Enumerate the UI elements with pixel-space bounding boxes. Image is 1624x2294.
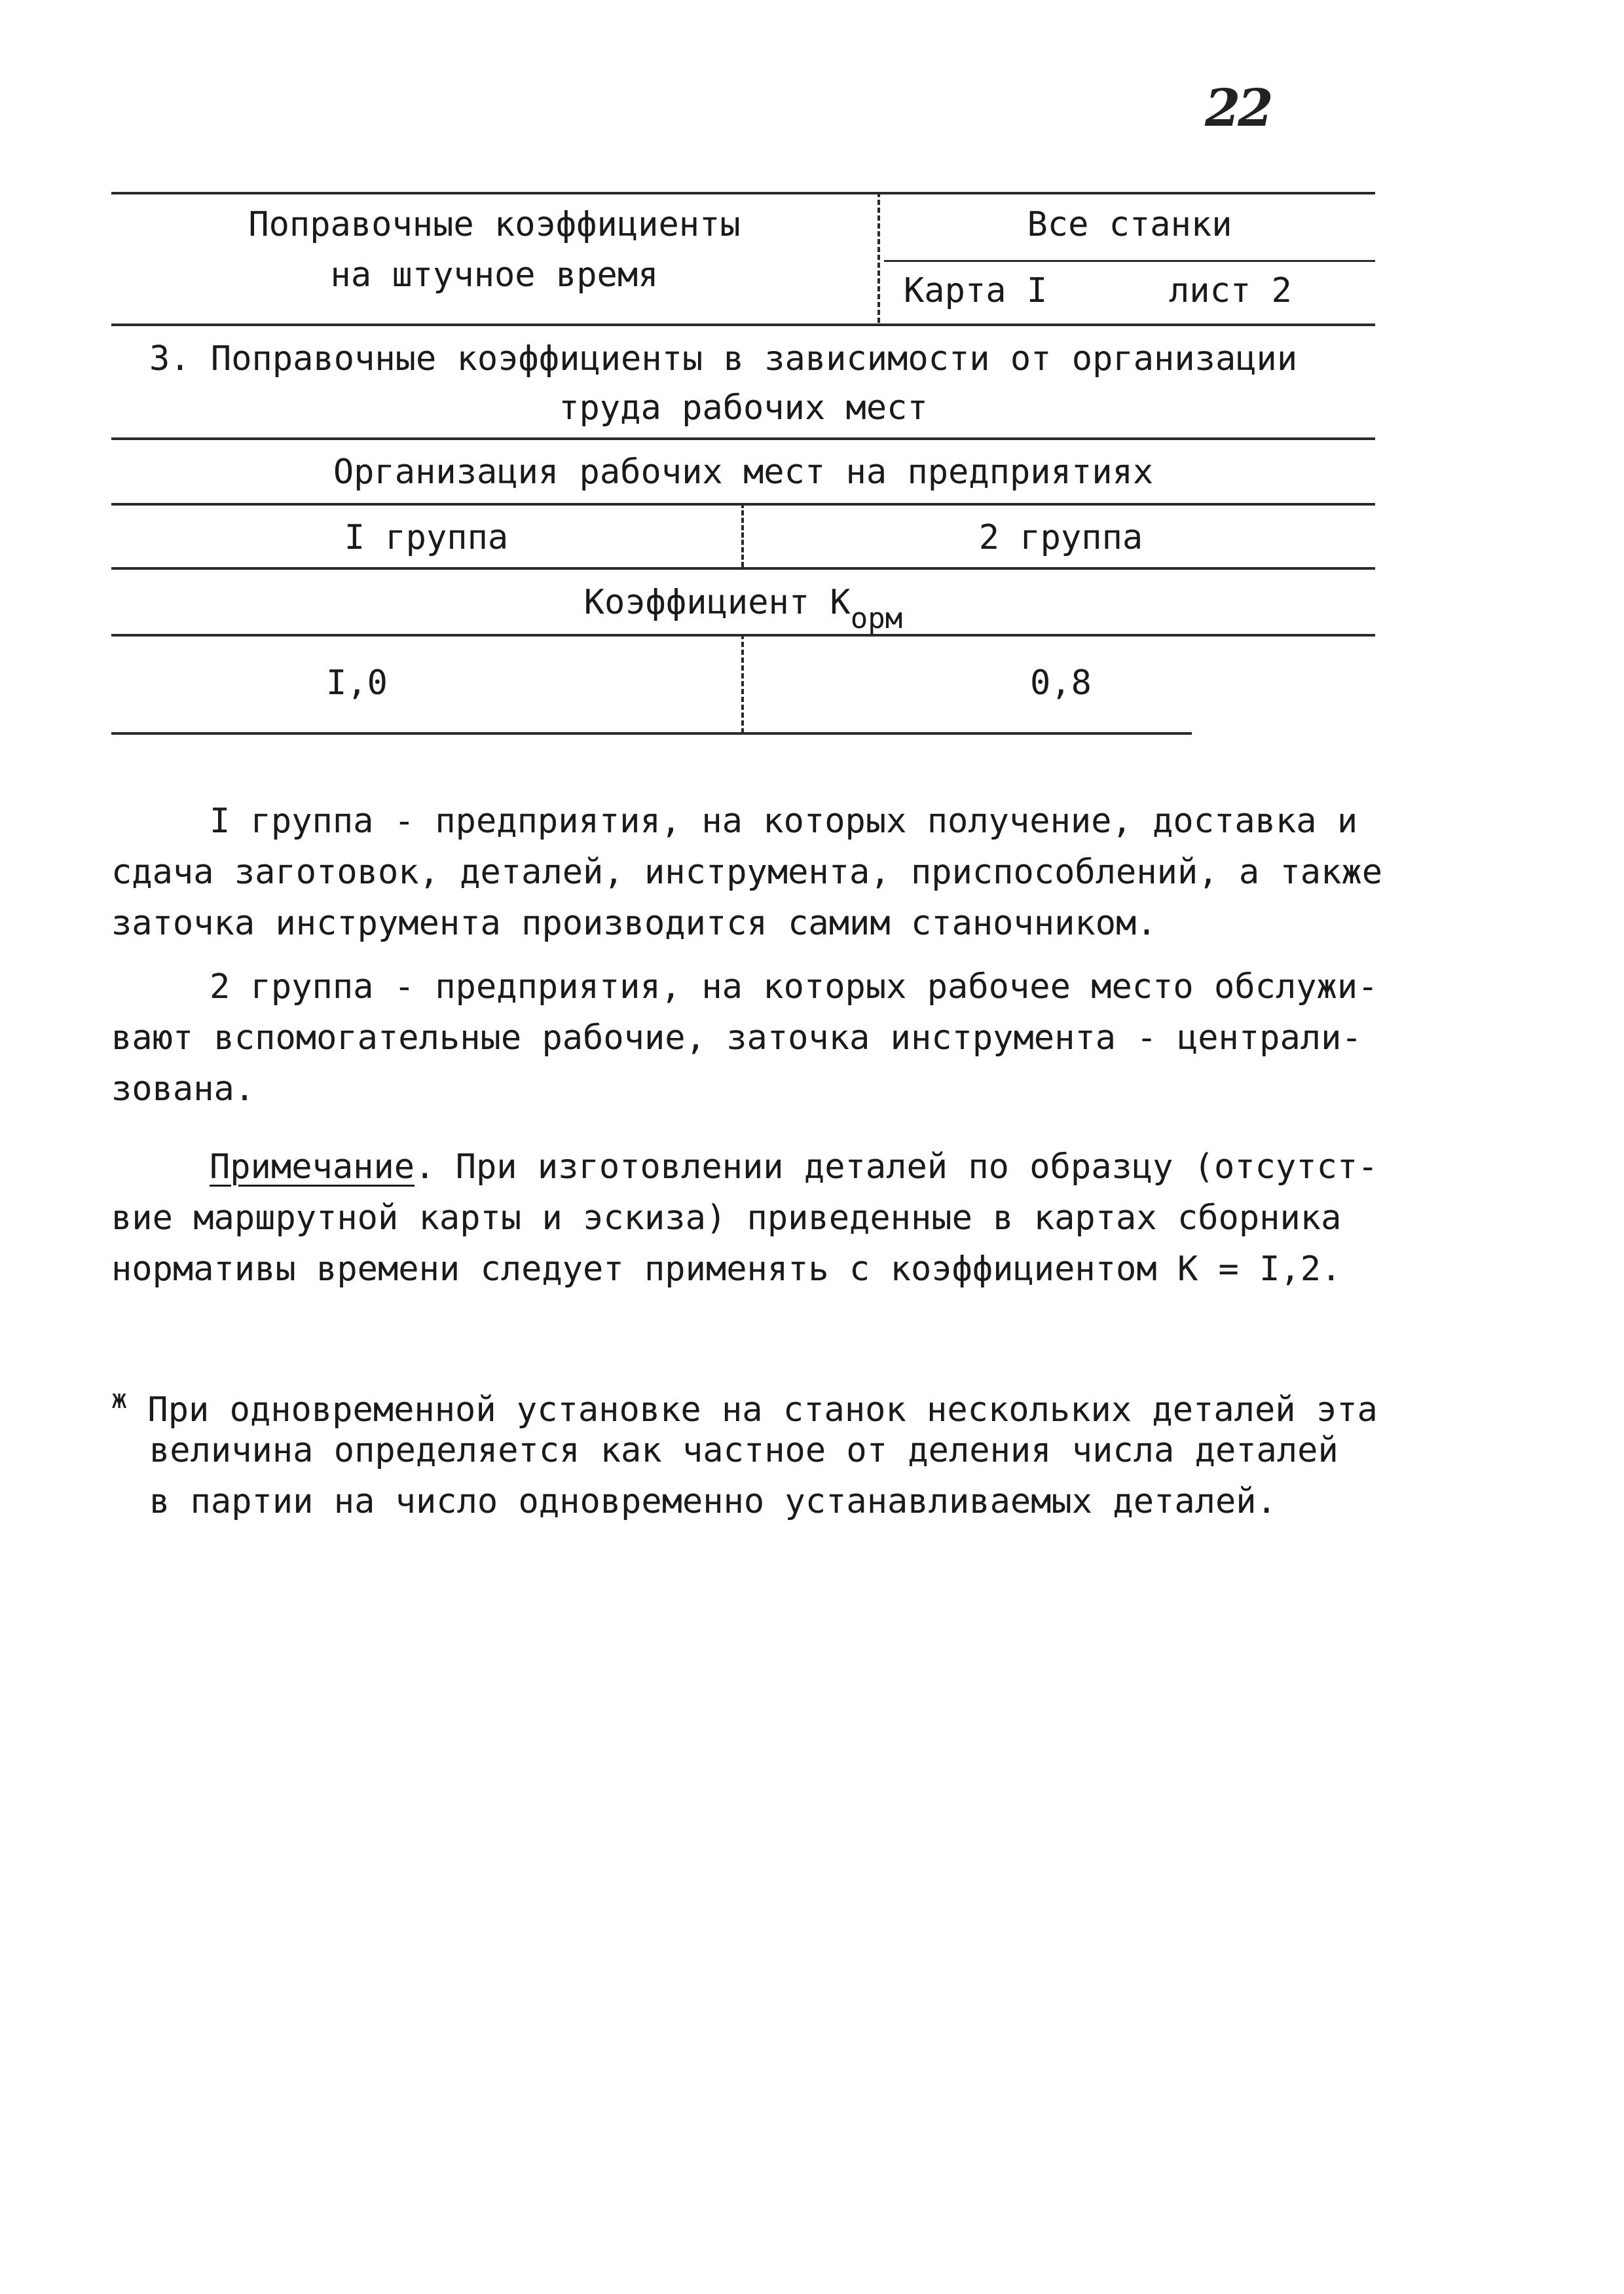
note-line1-rest: . При изготовлении деталей по образцу (отсутст- — [415, 1147, 1378, 1187]
header-left-line2: на штучное время — [330, 255, 659, 295]
header-bottom-rule — [111, 324, 1375, 326]
groups-vertical-divider — [741, 503, 744, 567]
paragraph1-line2: сдача заготовок, деталей, инструмента, приспособлений, а также — [111, 853, 1383, 892]
header-vertical-divider — [877, 192, 880, 323]
footnote-line3: в партии на число одновременно устанавливаемых деталей. — [149, 1482, 1277, 1521]
header-top-rule — [111, 192, 1375, 194]
coefficient-label-text: Коэффициент К — [583, 583, 851, 622]
paragraph1-line1: I группа - предприятия, на которых получение, доставка и — [210, 802, 1358, 841]
note-line1 — [210, 1139, 1378, 1194]
paragraph2-line2: вают вспомогательные рабочие, заточка инструмента - централи- — [111, 1018, 1362, 1058]
coefficient-subscript: орм — [850, 602, 903, 635]
header-left-line1: Поправочные коэффициенты — [248, 205, 741, 244]
section-bottom-rule — [111, 437, 1375, 440]
group1-header: I группа — [344, 518, 509, 557]
paragraph2-line3: зована. — [111, 1069, 255, 1109]
note-line3: нормативы времени следует применять с коэффициентом К = I,2. — [111, 1249, 1342, 1289]
header-all-machines: Все станки — [1027, 205, 1232, 244]
group2-header: 2 группа — [978, 518, 1143, 557]
footnote-line1-text: При одновременной установке на станок нескольких деталей эта — [147, 1390, 1378, 1430]
values-bottom-rule — [111, 732, 1192, 735]
note-label: Примечание — [210, 1147, 415, 1187]
value-group1: I,0 — [326, 663, 388, 703]
footnote-mark: ж — [111, 1384, 128, 1415]
footnote-line2: величина определяется как частное от деления числа деталей — [149, 1431, 1338, 1470]
page-number: 22 — [1205, 79, 1271, 138]
paragraph2-line1: 2 группа - предприятия, на которых рабочее место обслужи- — [210, 967, 1378, 1007]
value-group2: 0,8 — [1030, 663, 1092, 703]
section-title-line1: 3. Поправочные коэффициенты в зависимости от организации — [149, 339, 1298, 379]
paragraph1-line3: заточка инструмента производится самим станочником. — [111, 904, 1157, 943]
values-vertical-divider — [741, 634, 744, 733]
header-card: Карта I — [904, 271, 1048, 310]
organization-heading: Организация рабочих мест на предприятиях — [333, 453, 1154, 492]
header-right-mid-rule — [884, 260, 1375, 262]
note-line2: вие маршрутной карты и эскиза) приведенные в картах сборника — [111, 1198, 1342, 1238]
header-sheet: лист 2 — [1169, 271, 1292, 310]
groups-bottom-rule — [111, 567, 1375, 570]
section-title-line2: труда рабочих мест — [559, 388, 928, 428]
